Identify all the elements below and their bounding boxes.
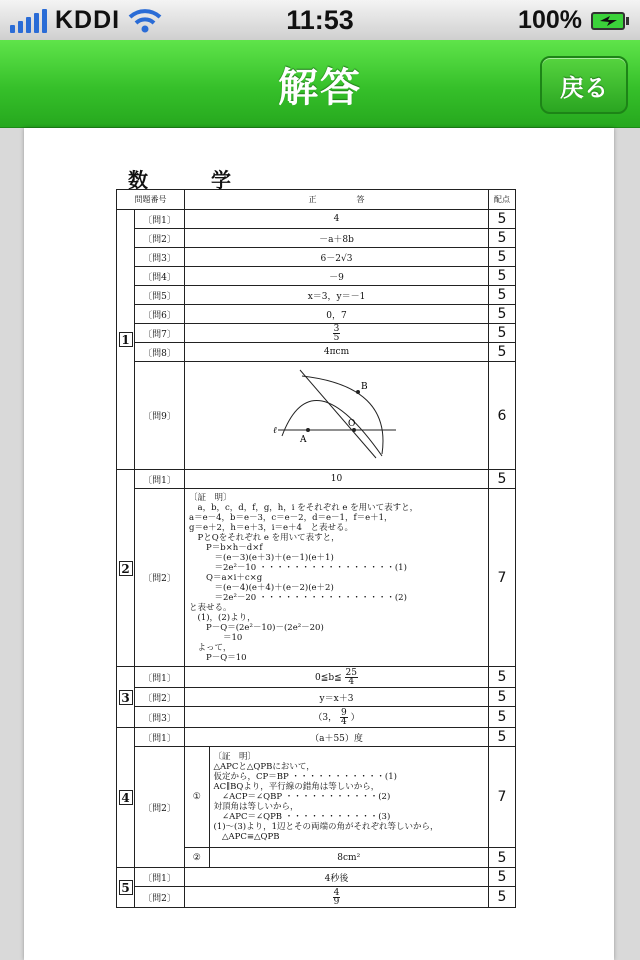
answer-cell (185, 848, 489, 868)
subject-title: 数 学 (128, 168, 259, 192)
answer-cell: －9 (185, 267, 489, 286)
points-cell: 5 (489, 707, 516, 728)
fraction (333, 889, 341, 906)
sub-number: ② (185, 848, 209, 867)
points-cell: 5 (489, 267, 516, 286)
points-cell: 5 (489, 286, 516, 305)
question-number: 〔問3〕 (135, 707, 185, 728)
page-title: 解答 (278, 66, 362, 110)
question-number: 〔問1〕 (135, 728, 185, 747)
table-row (117, 362, 516, 470)
answer-cell: 10 (185, 470, 489, 489)
answer-cell: x＝3，y＝－1 (185, 286, 489, 305)
table-header-row (117, 190, 516, 210)
points-cell: 5 (489, 848, 516, 868)
table-row (117, 688, 516, 707)
table-row (117, 667, 516, 688)
fraction-denominator: 4 (348, 676, 355, 687)
table-row (117, 868, 516, 887)
area-answer: 8cm² (337, 852, 361, 863)
table-row (117, 267, 516, 286)
question-number: 〔問1〕 (135, 470, 185, 489)
point-o-label: O (347, 419, 355, 429)
navigation-bar (0, 40, 640, 128)
question-number: 〔問1〕 (135, 868, 185, 887)
points-cell: 5 (489, 887, 516, 908)
answer-sheet-page (24, 128, 614, 960)
table-row (117, 747, 516, 848)
points-cell: 7 (489, 747, 516, 848)
answer-cell: 4πcm (185, 343, 489, 362)
status-right (518, 6, 630, 35)
sub-number: ① (185, 747, 209, 847)
status-bar (0, 0, 640, 40)
fraction-denominator: 4 (340, 716, 347, 727)
coordinate-open: （3， (313, 712, 338, 723)
table-row (117, 324, 516, 343)
points-cell: 5 (489, 305, 516, 324)
points-cell: 5 (489, 868, 516, 887)
table-row (117, 728, 516, 747)
point-b-label: B (360, 382, 368, 392)
question-number: 〔問2〕 (135, 229, 185, 248)
fraction-denominator: 9 (333, 896, 340, 907)
question-number: 〔問4〕 (135, 267, 185, 286)
table-row (117, 229, 516, 248)
question-number: 〔問1〕 (135, 667, 185, 688)
fraction (340, 709, 348, 726)
question-number: 〔問2〕 (135, 747, 185, 868)
question-number: 〔問3〕 (135, 248, 185, 267)
fraction-numerator: 9 (340, 707, 347, 718)
header-points: 配点 (489, 190, 516, 210)
table-row (117, 470, 516, 489)
question-number: 〔問9〕 (135, 362, 185, 470)
points-cell: 5 (489, 210, 516, 229)
answer-cell (185, 887, 489, 908)
table-row (117, 343, 516, 362)
answer-cell: 0，7 (185, 305, 489, 324)
question-number: 〔問2〕 (135, 887, 185, 908)
points-cell: 5 (489, 343, 516, 362)
points-cell: 5 (489, 248, 516, 267)
answer-cell: y＝x＋3 (185, 688, 489, 707)
inequality-text: 0≦b≦ (315, 672, 342, 683)
line-l-label: ℓ (272, 426, 277, 436)
sub-answer-table (185, 747, 488, 847)
question-number: 〔問1〕 (135, 210, 185, 229)
table-row (117, 305, 516, 324)
table-row (117, 286, 516, 305)
fraction-numerator: 25 (345, 667, 357, 678)
table-row (117, 707, 516, 728)
point-a-label: A (299, 435, 306, 445)
fraction-numerator: 4 (333, 887, 340, 898)
points-cell: 7 (489, 489, 516, 667)
construction-diagram (272, 366, 402, 462)
question-number: 〔問2〕 (135, 688, 185, 707)
points-cell: 5 (489, 728, 516, 747)
answer-cell: －a＋8b (185, 229, 489, 248)
question-number: 〔問2〕 (135, 489, 185, 667)
carrier-name: KDDI (55, 6, 121, 34)
points-cell: 5 (489, 688, 516, 707)
answer-cell: （a＋55）度 (185, 728, 489, 747)
answer-cell (185, 707, 489, 728)
section-label: 2 (117, 470, 135, 667)
status-time: 11:53 (286, 5, 354, 35)
answer-cell: 4 (185, 210, 489, 229)
header-answer: 正 答 (185, 190, 489, 210)
section-label: 5 (117, 868, 135, 908)
fraction-denominator: 5 (333, 332, 340, 343)
answer-table (116, 189, 516, 908)
table-row (117, 248, 516, 267)
battery-percent: 100% (518, 6, 582, 34)
question-number: 〔問8〕 (135, 343, 185, 362)
points-cell: 5 (489, 324, 516, 343)
proof-text: 〔証 明〕 △APCと△QPBにおいて， 仮定から，CP＝BP ・・・・・・・・・・・(1) AC∥BQより，平行線の錯角は等しいから， ∠ACP＝∠QBP ・・・・・・・・・・・(2) 対頂角は等しいから， ∠APC＝∠QPB ・・・・・・・・・・・(3) (1)～(3)より，1辺とその両端の角がそれぞれ等しいから， △APC≡△QPB (213, 752, 439, 842)
sub-answer-table (185, 848, 488, 867)
back-button[interactable]: 戻る (540, 56, 628, 114)
section-label: 4 (117, 728, 135, 868)
question-number: 〔問7〕 (135, 324, 185, 343)
table-row (117, 489, 516, 667)
question-number: 〔問6〕 (135, 305, 185, 324)
header-question-no: 問題番号 (117, 190, 185, 210)
answer-cell: 4秒後 (185, 868, 489, 887)
section-label: 3 (117, 667, 135, 728)
section-label: 1 (117, 210, 135, 470)
points-cell: 5 (489, 470, 516, 489)
answer-cell (185, 747, 489, 848)
answer-cell (185, 667, 489, 688)
points-cell: 5 (489, 667, 516, 688)
question-number: 〔問5〕 (135, 286, 185, 305)
fraction (333, 325, 341, 342)
points-cell: 5 (489, 229, 516, 248)
points-cell: 6 (489, 362, 516, 470)
answer-cell: 6－2√3 (185, 248, 489, 267)
table-row (117, 887, 516, 908)
battery-charging-icon (590, 10, 630, 32)
fraction-numerator: 3 (333, 323, 340, 334)
table-row (117, 210, 516, 229)
fraction (345, 669, 358, 686)
coordinate-close: ） (350, 712, 360, 723)
answer-cell (185, 362, 489, 470)
answer-cell (185, 324, 489, 343)
proof-text: 〔証 明〕 a，b，c，d，f，g，h，i をそれぞれ e を用いて表すと， a＝e－4，b＝e－3，c＝e－2，d＝e－1，f＝e＋1， g＝e＋2，h＝e＋3，i＝e＋4 と表せる。 PとQをそれぞれ e を用いて表すと， P＝b×h－d×f ＝(e－3)(e＋3)＋(e－1)(e＋1) ＝2e²－10 ・・・・・・・・・・・・・・・・(1) Q＝a×i＋c×g ＝(e－4)(e＋4)＋(e－2)(e＋2) ＝2e²－20 ・・・・・・・・・・・・・・・・(2) と表せる。 (1)，(2)より， P－Q＝(2e²－10)－(2e²－20) ＝10 よって， P－Q＝10 (185, 489, 489, 667)
